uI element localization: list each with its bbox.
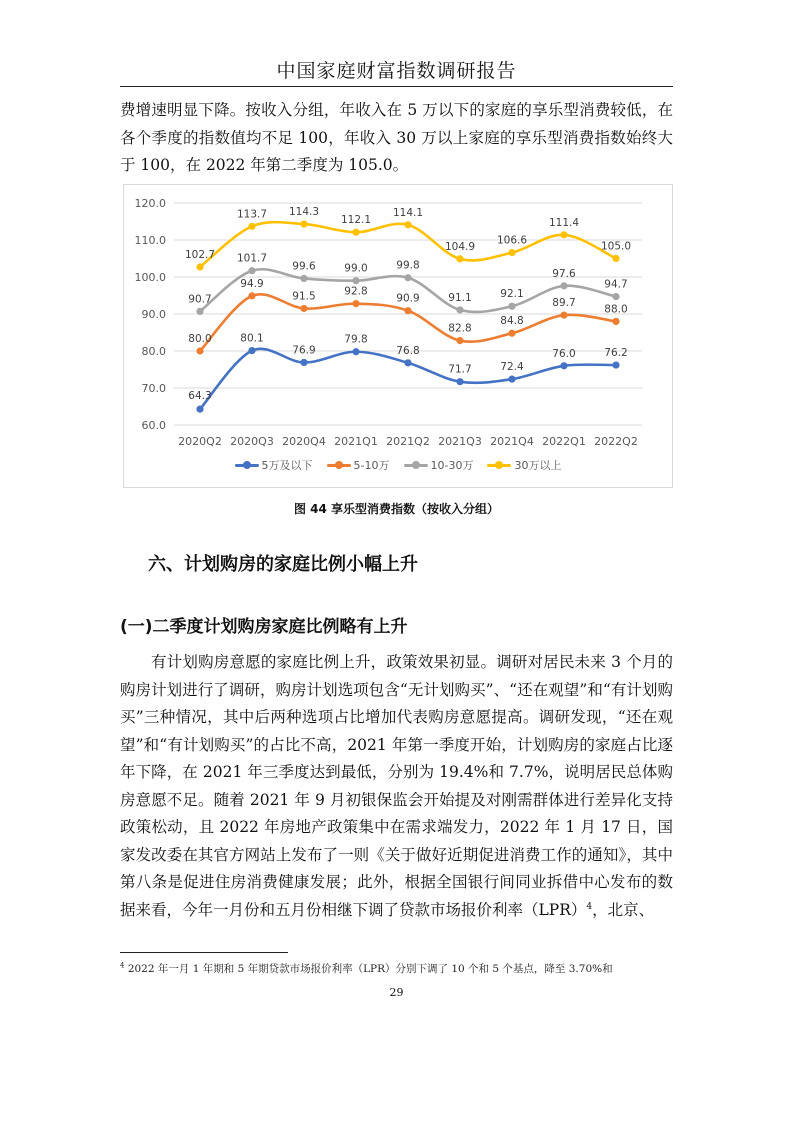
x-tick-label: 2021Q3 (438, 435, 482, 448)
x-tick-label: 2020Q4 (282, 435, 326, 448)
data-point (456, 306, 463, 313)
legend-entry (404, 457, 474, 473)
data-label: 94.9 (240, 277, 264, 290)
data-label: 105.0 (600, 240, 632, 253)
data-label: 90.9 (396, 292, 420, 305)
data-point (248, 292, 255, 299)
data-label: 114.3 (288, 206, 320, 219)
data-label: 82.8 (448, 322, 472, 335)
legend-entry (327, 457, 390, 473)
data-label: 99.8 (396, 259, 420, 272)
chart-svg (124, 185, 672, 457)
data-label: 112.1 (340, 214, 372, 227)
footnote-marker: 4 (120, 961, 125, 970)
data-label: 76.2 (604, 347, 628, 360)
data-point (352, 277, 359, 284)
data-label: 76.8 (396, 344, 420, 357)
data-label: 76.9 (292, 344, 316, 357)
data-point (404, 221, 411, 228)
data-label: 99.6 (292, 260, 316, 273)
legend-label: 5万及以下 (261, 459, 313, 472)
data-point (352, 229, 359, 236)
data-point (352, 348, 359, 355)
data-point (456, 337, 463, 344)
legend-swatch (487, 464, 511, 467)
data-point (248, 223, 255, 230)
data-label: 111.4 (548, 216, 580, 229)
legend-swatch (235, 464, 259, 467)
section-heading: 六、计划购房的家庭比例小幅上升 (148, 554, 418, 575)
data-point (352, 300, 359, 307)
data-label: 90.7 (188, 293, 212, 306)
legend-swatch (404, 464, 428, 467)
x-tick-label: 2020Q2 (178, 435, 222, 448)
data-label: 113.7 (236, 208, 268, 221)
page-number: 29 (389, 986, 404, 999)
footnote-rule (120, 952, 288, 953)
data-point (404, 274, 411, 281)
x-tick-label: 2022Q2 (594, 435, 638, 448)
figure-caption: 图 44 享乐型消费指数（按收入分组） (293, 502, 500, 516)
data-point (508, 303, 515, 310)
legend-entry (235, 457, 313, 473)
running-header: 中国家庭财富指数调研报告 (276, 60, 517, 82)
data-point (456, 378, 463, 385)
data-label: 92.8 (344, 285, 368, 298)
data-point (248, 347, 255, 354)
data-label: 91.1 (448, 291, 472, 304)
intro-paragraph: 费增速明显下降。按收入分组，年收入在 5 万以下的家庭的享乐型消费较低，在各个季度的指数值均不足 100，年收入 30 万以上家庭的享乐型消费指数始终大于 100，在 2022 年第二季度为 105.0。 (120, 101, 673, 174)
data-point (248, 267, 255, 274)
y-tick-label: 110.0 (134, 234, 166, 247)
data-point (560, 282, 567, 289)
data-label: 72.4 (500, 361, 524, 374)
data-point (560, 312, 567, 319)
data-label: 97.6 (552, 267, 576, 280)
data-label: 80.1 (240, 332, 264, 345)
data-point (456, 255, 463, 262)
y-tick-label: 60.0 (141, 419, 166, 432)
data-point (612, 318, 619, 325)
data-label: 99.0 (344, 262, 368, 275)
x-tick-label: 2021Q1 (334, 435, 378, 448)
footnote-text: 2022 年一月 1 年期和 5 年期贷款市场报价利率（LPR）分别下调了 10 个和 5 个基点，降至 3.70%和 (127, 963, 613, 975)
data-label: 88.0 (604, 303, 628, 316)
data-point (560, 231, 567, 238)
data-point (612, 255, 619, 262)
data-point (300, 305, 307, 312)
legend-entry (487, 457, 561, 473)
data-label: 94.7 (604, 278, 628, 291)
data-point (560, 362, 567, 369)
body-paragraph (120, 649, 673, 924)
y-tick-label: 90.0 (141, 308, 166, 321)
data-label: 84.8 (500, 315, 524, 328)
data-point (196, 263, 203, 270)
data-label: 76.0 (552, 347, 576, 360)
body-text-tail: ，北京、 (592, 900, 655, 919)
data-label: 71.7 (448, 363, 472, 376)
data-point (404, 307, 411, 314)
data-point (196, 405, 203, 412)
legend-label: 10-30万 (430, 459, 474, 472)
data-label: 80.0 (188, 333, 212, 345)
data-point (508, 330, 515, 337)
data-point (300, 359, 307, 366)
legend-label: 30万以上 (514, 459, 562, 472)
legend-label: 5-10万 (353, 459, 390, 472)
data-label: 114.1 (392, 206, 424, 219)
data-point (508, 376, 515, 383)
data-label: 79.8 (344, 333, 368, 346)
data-point (300, 220, 307, 227)
subsection-heading: (一)二季度计划购房家庭比例略有上升 (120, 617, 408, 637)
x-tick-label: 2021Q4 (490, 435, 534, 448)
footnote-ref[interactable]: 4 (586, 901, 593, 912)
header-rule (120, 86, 673, 87)
footnote (120, 962, 673, 976)
x-tick-label: 2020Q3 (230, 435, 274, 448)
data-label: 89.7 (552, 297, 576, 310)
y-tick-label: 100.0 (134, 271, 166, 284)
chart-legend (124, 457, 672, 473)
data-label: 101.7 (236, 252, 268, 265)
x-tick-label: 2021Q2 (386, 435, 430, 448)
line-chart (123, 184, 673, 488)
legend-swatch (327, 464, 351, 467)
y-tick-label: 80.0 (141, 345, 166, 358)
data-point (300, 275, 307, 282)
data-label: 106.6 (496, 234, 528, 247)
data-label: 91.5 (292, 290, 316, 303)
data-label: 104.9 (444, 240, 476, 253)
data-label: 92.1 (500, 288, 524, 301)
data-label: 64.3 (188, 390, 212, 403)
data-point (612, 293, 619, 300)
data-point (508, 249, 515, 256)
data-point (196, 347, 203, 354)
y-tick-label: 120.0 (134, 197, 166, 210)
data-point (196, 308, 203, 315)
y-tick-label: 70.0 (141, 382, 166, 395)
data-point (404, 359, 411, 366)
x-tick-label: 2022Q1 (542, 435, 586, 448)
data-point (612, 361, 619, 368)
body-text: 有计划购房意愿的家庭比例上升，政策效果初显。调研对居民未来 3 个月的购房计划进行了调研，购房计划选项包含“无计划购买”、“还在观望”和“有计划购买”三种情况，其中后两种选项占比增加代表购房意愿提高。调研发现，“还在观望”和“有计划购买”的占比不高，2021 年第一季度开始，计划购房的家庭占比逐年下降，在 2021 年三季度达到最低，分别为 19.4%和 7.7%，说明居民总体购房意愿不足。随着 2021 年 9 月初银保监会开始提及对刚需群体进行差异化支持政策松动，且 2022 年房地产政策集中在需求端发力，2022 年 1 月 17 日，国家发改委在其官方网站上发布了一则《关于做好近期促进消费工作的通知》，其中第八条是促进住房消费健康发展；此外，根据全国银行间同业拆借中心发布的数据来看，今年一月份和五月份相继下调了贷款市场报价利率（LPR） (120, 653, 673, 919)
data-label: 102.7 (184, 249, 216, 262)
